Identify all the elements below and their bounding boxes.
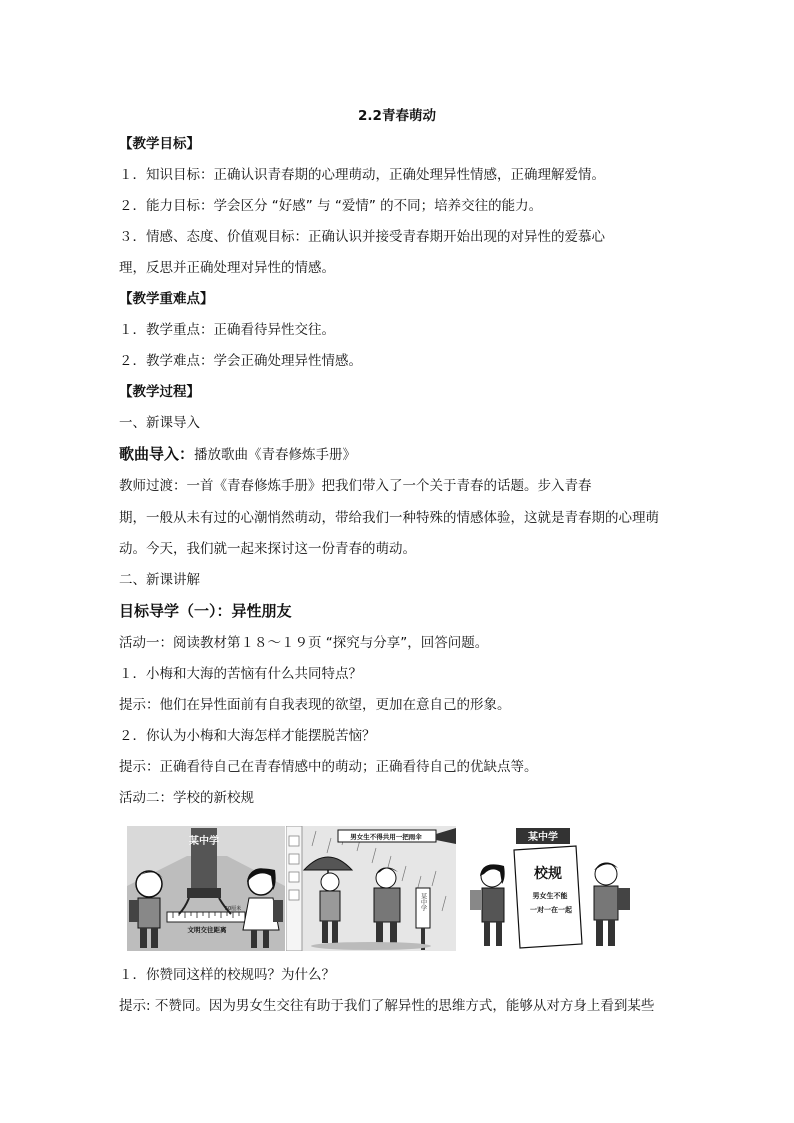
cartoon-panel-umbrella	[286, 826, 456, 951]
paragraph: １．知识目标：正确认识青春期的心理萌动，正确处理异性情感，正确理解爱情。	[119, 167, 605, 183]
song-label: 歌曲导入：	[119, 445, 195, 463]
panel1-ruler-label: 文明交往距离	[187, 926, 227, 934]
panel1-sign: 某中学	[189, 836, 219, 847]
panel3-board-title: 校规	[534, 866, 562, 882]
hint: 提示：正确看待自己在青春情感中的萌动；正确看待自己的优缺点等。	[119, 759, 538, 775]
section-heading-process: 【教学过程】	[119, 384, 200, 400]
subheading: 一、新课导入	[119, 415, 200, 431]
panel3-board-line1: 男女生不能	[532, 892, 568, 900]
paragraph: ３．情感、态度、价值观目标：正确认识并接受青春期开始出现的对异性的爱慕心	[119, 229, 605, 245]
paragraph: １．教学重点：正确看待异性交往。	[119, 322, 335, 338]
activity-label: 活动二：学校的新校规	[119, 790, 254, 806]
panel3-sign: 某中学	[528, 832, 558, 843]
hint: 提示: 不赞同。因为男女生交往有助于我们了解异性的思维方式，能够从对方身上看到某些	[119, 998, 655, 1014]
panel2-sign: 某中学	[419, 893, 427, 911]
paragraph	[119, 445, 356, 464]
paragraph: 教师过渡：一首《青春修炼手册》把我们带入了一个关于青春的话题。步入青春	[119, 478, 592, 494]
paragraph: 活动一：阅读教材第１８～１９页 “探究与分享”，回答问题。	[119, 635, 489, 651]
paragraph: 期，一般从未有过的心潮悄然萌动，带给我们一种特殊的情感体验，这就是青春期的心理萌	[119, 510, 659, 526]
cartoon-strip	[127, 826, 632, 951]
section-heading-keypoints: 【教学重难点】	[119, 291, 214, 307]
cartoon-panel-rules	[466, 826, 632, 951]
cartoon-panel-ruler	[127, 826, 285, 951]
goal-heading: 目标导学（一）：异性朋友	[119, 602, 292, 620]
paragraph: 理，反思并正确处理对异性的情感。	[119, 260, 335, 276]
section-heading-goals: 【教学目标】	[119, 136, 200, 152]
question: １．你赞同这样的校规吗？为什么？	[119, 967, 335, 983]
panel2-banner: 男女生不得共用一把雨伞	[350, 833, 422, 841]
panel1-ruler-mark: 50厘米	[224, 906, 242, 912]
document-title: 2.2青春萌动	[358, 108, 436, 124]
question: ２．你认为小梅和大海怎样才能摆脱苦恼？	[119, 728, 376, 744]
paragraph: 动。今天，我们就一起来探讨这一份青春的萌动。	[119, 541, 416, 557]
hint: 提示：他们在异性面前有自我表现的欲望，更加在意自己的形象。	[119, 697, 511, 713]
subheading: 二、新课讲解	[119, 572, 200, 588]
paragraph: ２．教学难点：学会正确处理异性情感。	[119, 353, 362, 369]
song-text: 播放歌曲《青春修炼手册》	[194, 447, 357, 463]
panel3-board-line2: 一对一在一起	[530, 906, 572, 914]
paragraph: ２．能力目标：学会区分 “好感” 与 “爱情” 的不同；培养交往的能力。	[119, 198, 543, 214]
question: １．小梅和大海的苦恼有什么共同特点？	[119, 666, 362, 682]
